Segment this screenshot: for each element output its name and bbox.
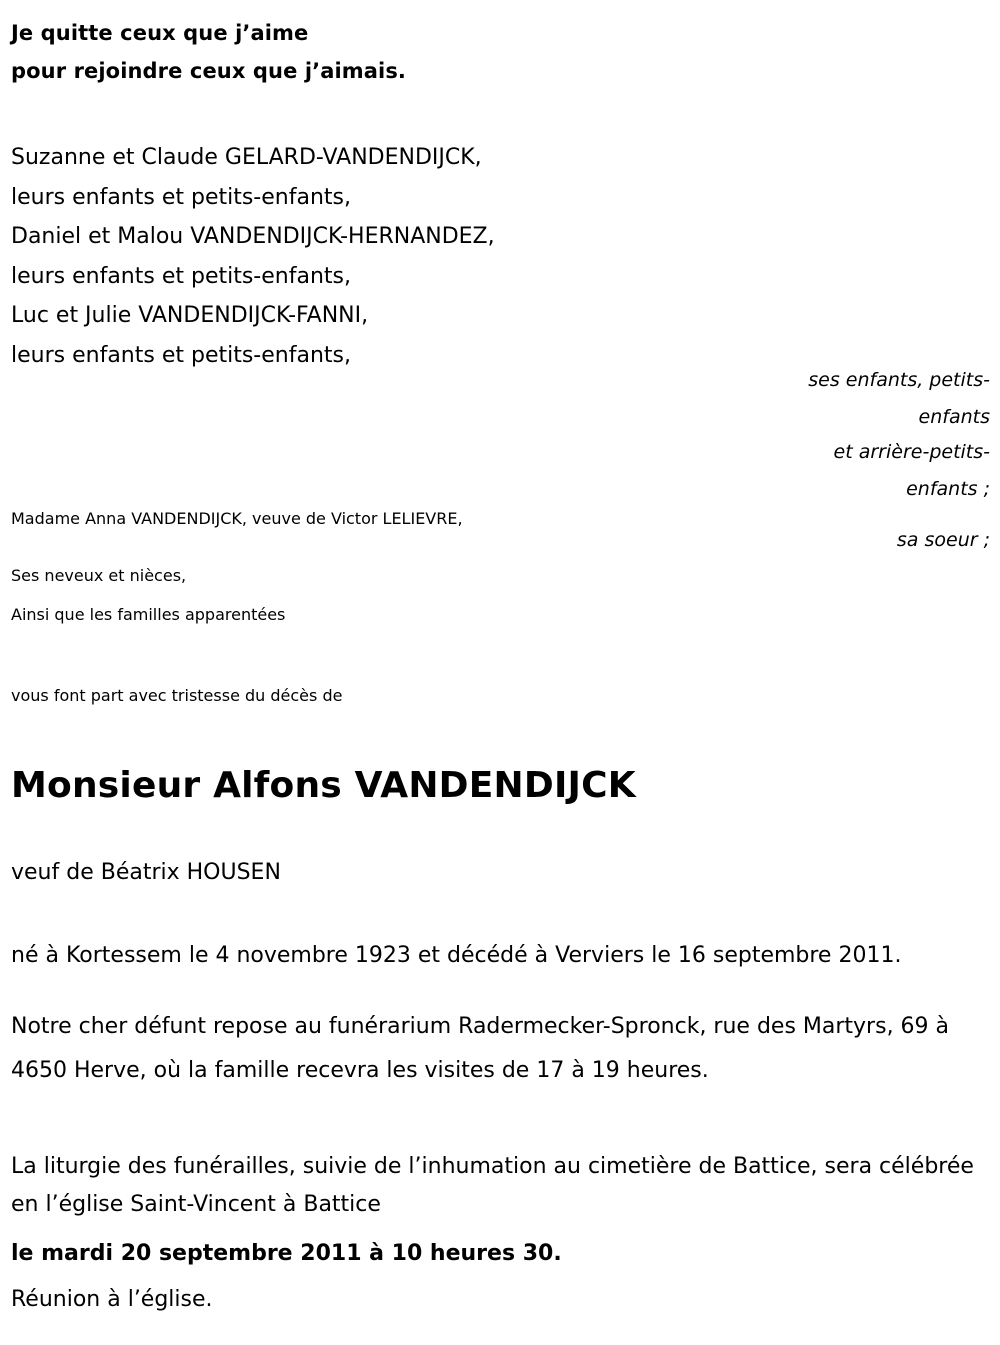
relatives-line: leurs enfants et petits-enfants, xyxy=(11,263,351,289)
epigraph-line-1: Je quitte ceux que j’aime xyxy=(11,21,309,45)
relatives-line: leurs enfants et petits-enfants, xyxy=(11,342,351,368)
funerarium-paragraph: Notre cher défunt repose au funérarium Radermecker-Spronck, rue des Martyrs, 69 à 4650 Herve, où la famille recevra les visites de 17 à 19 heures. xyxy=(11,1014,950,1083)
descriptor-children xyxy=(570,365,990,513)
nephews-line: Ses neveux et nièces, xyxy=(11,566,187,585)
reunion-line: Réunion à l’église. xyxy=(11,1287,213,1312)
birth-death-paragraph: né à Kortessem le 4 novembre 1923 et décédé à Verviers le 16 septembre 2011. xyxy=(11,943,902,968)
relatives-line: leurs enfants et petits-enfants, xyxy=(11,184,351,210)
descriptor-children-line-4: enfants ; xyxy=(906,478,990,500)
liturgy-paragraph: La liturgie des funérailles, suivie de l’inhumation au cimetière de Battice, sera célébrée en l’église Saint-Vincent à Battice xyxy=(11,1154,974,1217)
epigraph-line-2: pour rejoindre ceux que j’aimais. xyxy=(11,59,406,83)
relatives-list xyxy=(11,138,731,375)
descriptor-children-line-2: enfants xyxy=(918,406,990,428)
announcement-line: vous font part avec tristesse du décès de xyxy=(11,686,343,705)
deceased-name: Monsieur Alfons VANDENDIJCK xyxy=(11,765,636,806)
families-line: Ainsi que les familles apparentées xyxy=(11,605,286,624)
epigraph xyxy=(11,14,711,90)
ceremony-datetime: le mardi 20 septembre 2011 à 10 heures 30. xyxy=(11,1241,562,1266)
descriptor-sister: sa soeur ; xyxy=(896,529,990,551)
descriptor-children-line-3: et arrière-petits- xyxy=(833,441,990,463)
relatives-line: Daniel et Malou VANDENDIJCK-HERNANDEZ, xyxy=(11,224,495,249)
relatives-line: Suzanne et Claude GELARD-VANDENDIJCK, xyxy=(11,145,482,170)
widow-line: Madame Anna VANDENDIJCK, veuve de Victor LELIEVRE, xyxy=(11,509,463,528)
relatives-line: Luc et Julie VANDENDIJCK-FANNI, xyxy=(11,303,369,328)
spouse-line: veuf de Béatrix HOUSEN xyxy=(11,860,281,885)
descriptor-children-line-1: ses enfants, petits- xyxy=(808,369,990,391)
